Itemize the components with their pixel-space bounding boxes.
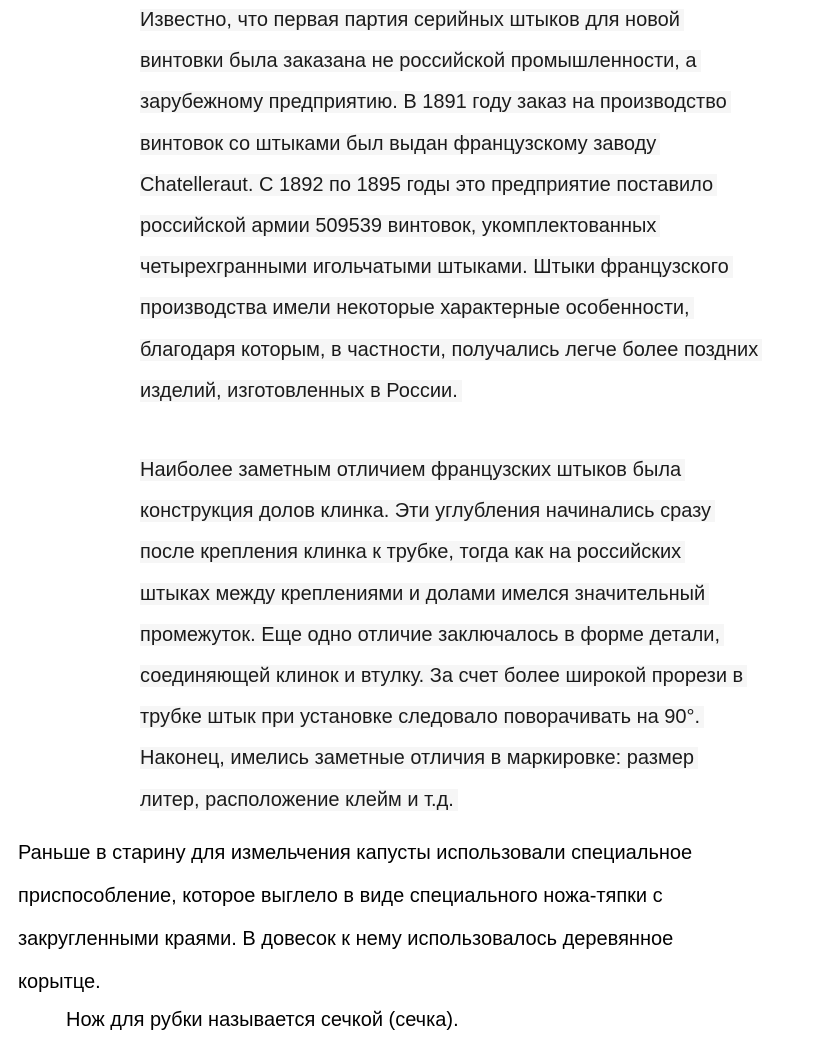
text-line: приспособление, которое выглело в виде специального ножа-тяпки с (18, 885, 663, 907)
paragraph-chopping-knife-name: Нож для рубки называется сечкой (сечка). (66, 1009, 459, 1031)
text-line: закругленными краями. В довесок к нему использовалось деревянное (18, 928, 674, 950)
text-line: литер, расположение клейм и т.д. (140, 780, 816, 821)
text-line: зарубежному предприятию. В 1891 году заказ на производство (140, 82, 816, 123)
text-line: после крепления клинка к трубке, тогда как на российских (140, 532, 816, 573)
quoted-paragraph-french-bayonets-order (140, 0, 816, 412)
text-line: Наконец, имелись заметные отличия в маркировке: размер (140, 738, 816, 779)
text-line: четырехгранными игольчатыми штыками. Штыки французского (140, 247, 816, 288)
text-line: промежуток. Еще одно отличие заключалось в форме детали, (140, 615, 816, 656)
text-line: Chatellerаut. С 1892 по 1895 годы это предприятие поставило (140, 165, 816, 206)
text-line: производства имели некоторые характерные особенности, (140, 288, 816, 329)
quoted-paragraph-french-bayonet-differences (140, 450, 816, 821)
text-line: трубке штык при установке следовало поворачивать на 90°. (140, 697, 816, 738)
text-line: корытце. (18, 971, 101, 993)
paragraph-cabbage-chopping (18, 832, 808, 1004)
text-line: винтовки была заказана не российской промышленности, а (140, 41, 816, 82)
text-line: изделий, изготовленных в России. (140, 371, 816, 412)
text-line: Известно, что первая партия серийных штыков для новой (140, 0, 816, 41)
text-line: российской армии 509539 винтовок, укомплектованных (140, 206, 816, 247)
text-line: штыках между креплениями и долами имелся значительный (140, 574, 816, 615)
text-line: винтовок со штыками был выдан французскому заводу (140, 124, 816, 165)
text-line: Наиболее заметным отличием французских штыков была (140, 450, 816, 491)
text-line: соединяющей клинок и втулку. За счет более широкой прорези в (140, 656, 816, 697)
text-line: конструкция долов клинка. Эти углубления начинались сразу (140, 491, 816, 532)
text-line: благодаря которым, в частности, получались легче более поздних (140, 330, 816, 371)
text-line: Раньше в старину для измельчения капусты использовали специальное (18, 842, 693, 864)
